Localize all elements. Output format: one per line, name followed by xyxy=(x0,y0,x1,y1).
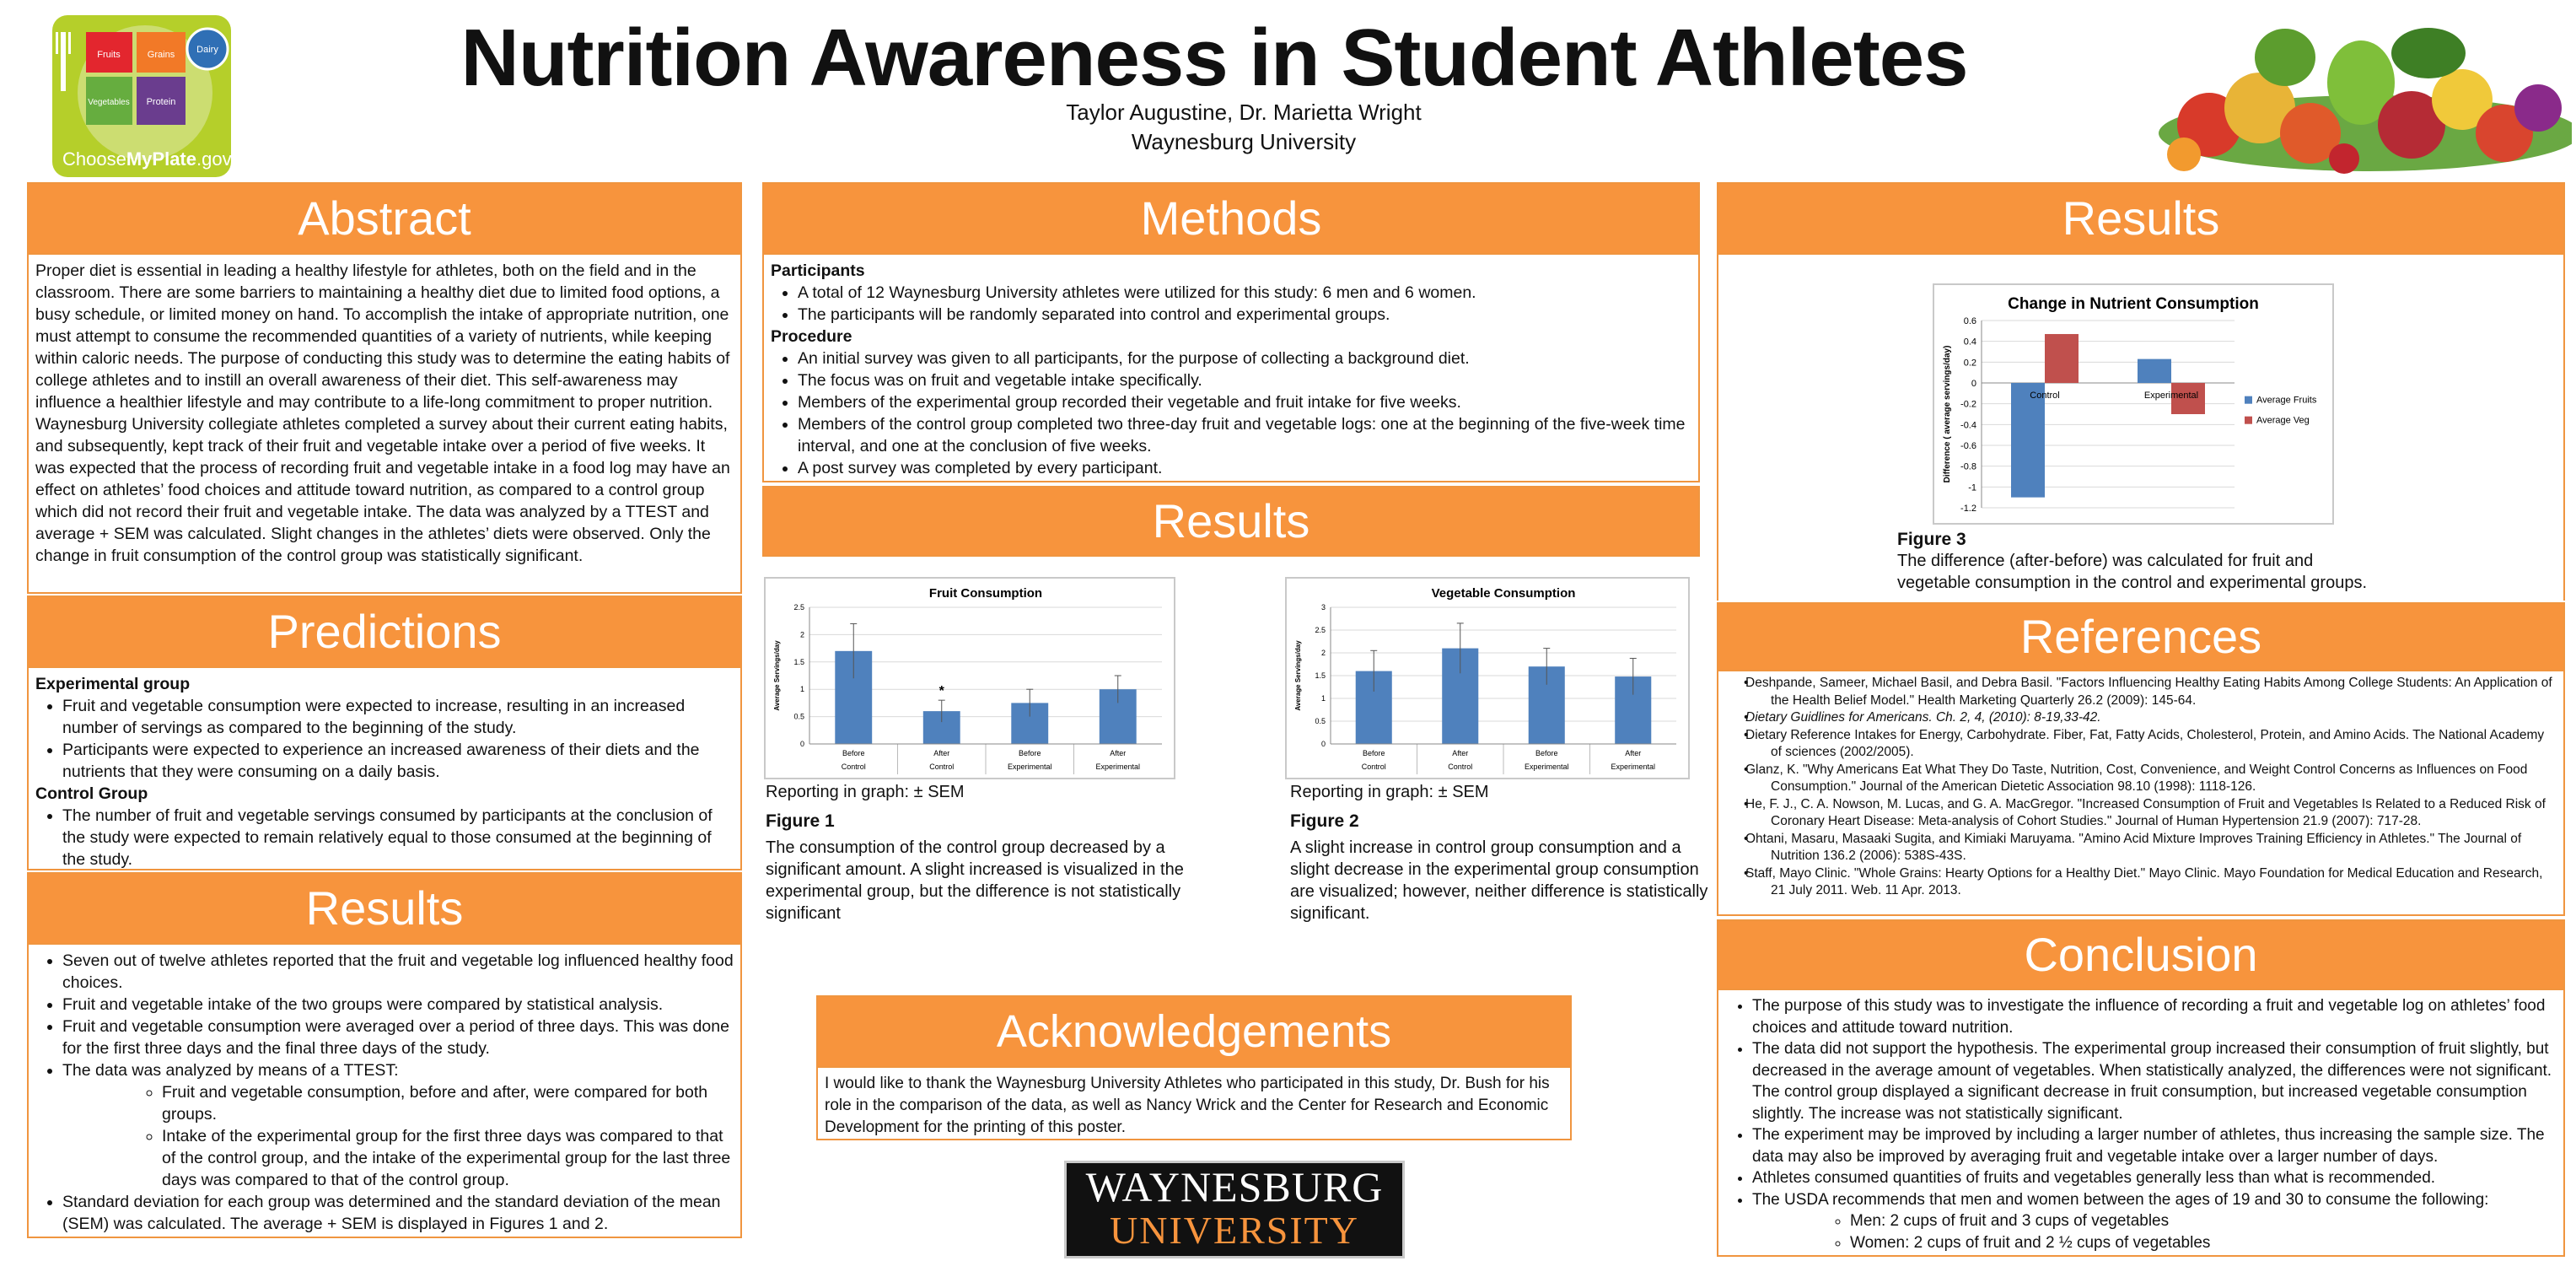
list-item: • Participants were expected to experience an increased awareness of their diets and the nutrients that they were consuming on a daily basis. xyxy=(62,739,734,783)
x-tick-label: Control xyxy=(2030,391,2060,401)
list-item: • Fruit and vegetable consumption were expected to increase, resulting in an increased number of servings as compared to the beginning of the study. xyxy=(62,695,734,739)
x-tick-group-label: Control xyxy=(841,763,866,771)
list-item: ◦ Men: 2 cups of fruit and 3 cups of vegetables xyxy=(1850,1210,2557,1232)
experimental-predictions-list xyxy=(35,695,734,783)
list-item: ◦ Women: 2 cups of fruit and 2 ½ cups of vegetables xyxy=(1850,1232,2557,1254)
logo-line2: UNIVERSITY xyxy=(1110,1209,1359,1252)
y-axis-label: Difference ( average servings/day) xyxy=(1943,345,1952,483)
references-panel xyxy=(1717,602,2565,916)
list-item: • Members of the experimental group recorded their vegetable and fruit intake for five weeks. xyxy=(798,391,1691,413)
conclusion-panel xyxy=(1717,919,2565,1257)
acknowledgements-text: I would like to thank the Waynesburg University Athletes who participated in this study, Dr. Bush for his role in the comparison of the data, as well as Nancy Wrick and the Center for Research and Economic Development for the printing of this poster. xyxy=(825,1075,1550,1136)
list-item: • The data was analyzed by means of a TTEST: xyxy=(62,1059,734,1081)
abstract-text: Proper diet is essential in leading a healthy lifestyle for athletes, both on the field and in the classroom. There are some barriers to maintaining a healthy diet due to limited food options, a busy schedule, or limited money on hand. To accomplish the intake of appropriate nutrition, one must attempt to consume the recommended quantities of a variety of nutrients, while keeping within caloric needs. The purpose of conducting this study was to determine the eating habits of college athletes and to instill an overall awareness of their diet. This self-awareness may influence a healthier lifestyle and may contribute to a life-long commitment to proper nutrition. Waynesburg University collegiate athletes completed a survey about their current eating habits, and subsequently, kept track of their fruit and vegetable intake over a period of five weeks. It was expected that the process of recording fruit and vegetable intake in a food log may have an effect on athletes’ food choices and attitude toward nutrition, as compared to a control group which did not record their fruit and vegetable intake. The data was analyzed by a TTEST and average + SEM was calculated. Slight changes in the athletes’ diets were observed. Only the change in fruit consumption of the control group was statistically significant. xyxy=(35,261,730,565)
procedure-label: Procedure xyxy=(771,327,852,346)
procedure-list xyxy=(771,348,1691,479)
myplate-protein: Protein xyxy=(146,97,176,107)
list-item: • A post survey was completed by every participant. xyxy=(798,457,1691,479)
myplate-brand-c: .gov xyxy=(196,148,231,170)
abstract-heading: Abstract xyxy=(29,184,740,255)
x-tick-group-label: Experimental xyxy=(1095,763,1141,771)
references-heading: References xyxy=(1718,604,2563,671)
x-tick-label: Experimental xyxy=(2143,391,2199,401)
fig1-caption: The consumption of the control group decreased by a significant amount. A slight increased is visualized in the experimental group, but the difference is not statistically significant xyxy=(766,838,1184,923)
fig2-label: Figure 2 xyxy=(1290,811,1359,831)
myplate-icon xyxy=(52,15,231,177)
bar xyxy=(2045,334,2079,383)
x-tick-group-label: Experimental xyxy=(1524,763,1569,771)
list-item: ◦ Intake of the experimental group for the first three days was compared to that of the control group, and the intake of the experimental group for the last three days was compared to that of the control group. xyxy=(162,1125,734,1191)
list-item: • He, F. J., C. A. Nowson, M. Lucas, and G. A. MacGregor. "Increased Consumption of Fruit and Vegetables Is Related to a Reduced Risk of Coronary Heart Disease: Meta-analysis of Cohort Studies." Journal of Human Hypertension 21.9 (2007): 717-28. xyxy=(1745,796,2557,831)
produce-icon xyxy=(2133,7,2572,175)
y-tick-label: 2.5 xyxy=(793,603,804,612)
x-tick-label: After xyxy=(1625,749,1642,757)
chart-title: Fruit Consumption xyxy=(928,586,1043,601)
legend-swatch xyxy=(2245,396,2252,404)
myplate-brand-a: Choose xyxy=(62,148,126,170)
x-tick-label: Before xyxy=(1535,749,1558,757)
participants-list xyxy=(771,282,1691,326)
references-list xyxy=(1725,675,2557,900)
results-right-heading: Results xyxy=(2062,191,2220,245)
list-item: • The number of fruit and vegetable servings consumed by participants at the conclusion of the study were expected to remain relatively equal to those consumed at the beginning of the study. xyxy=(62,805,734,870)
list-item: • A total of 12 Waynesburg University athletes were utilized for this study: 6 men and 6 women. xyxy=(798,282,1691,304)
legend-swatch xyxy=(2245,417,2252,424)
x-tick-group-label: Experimental xyxy=(1611,763,1656,771)
bar xyxy=(2138,359,2171,383)
results-left-panel xyxy=(27,872,742,1238)
x-tick-label: Before xyxy=(842,749,865,757)
fig1-label: Figure 1 xyxy=(766,811,835,831)
results-left-heading: Results xyxy=(29,874,740,945)
y-tick-label: -0.8 xyxy=(1960,461,1976,472)
experimental-group-label: Experimental group xyxy=(35,675,191,693)
list-item: • Staff, Mayo Clinic. "Whole Grains: Hearty Options for a Healthy Diet." Mayo Clinic. Mayo Foundation for Medical Education and Research, 21 July 2011. Web. 11 Apr. 2013. xyxy=(1745,865,2557,900)
control-group-label: Control Group xyxy=(35,784,148,803)
x-tick-group-label: Control xyxy=(1361,763,1386,771)
list-item: • Fruit and vegetable consumption were averaged over a period of three days. This was done for the first three days and the final three days of the study. xyxy=(62,1016,734,1059)
predictions-heading: Predictions xyxy=(29,597,740,668)
y-tick-label: 1.5 xyxy=(793,657,804,666)
list-item: • The data did not support the hypothesis. The experimental group increased their consumption of fruit slightly, but decreased in the average amount of vegetables. When statistically analyzed, the differences were not significant. The control group displayed a significant decrease in fruit consumption, but increased vegetable consumption slightly. The increase was not statistically significant. xyxy=(1752,1038,2557,1124)
significance-marker: * xyxy=(938,684,944,699)
y-tick-label: -0.4 xyxy=(1960,420,1976,431)
methods-heading: Methods xyxy=(764,184,1698,255)
y-tick-label: 0 xyxy=(1320,740,1326,748)
change-chart xyxy=(1933,283,2334,525)
list-item: • The purpose of this study was to investigate the influence of recording a fruit and vegetable log on athletes’ food choices and attitude toward nutrition. xyxy=(1752,995,2557,1038)
y-tick-label: 0.5 xyxy=(1315,717,1326,725)
myplate-brand-b: MyPlate xyxy=(126,148,196,170)
y-axis-label: Average Servings/day xyxy=(1294,640,1302,711)
y-tick-label: 0 xyxy=(1971,379,1976,389)
authors: Taylor Augustine, Dr. Marietta Wright xyxy=(1066,100,1422,125)
acknowledgements-panel xyxy=(816,995,1572,1140)
results-list xyxy=(35,950,734,1081)
x-tick-label: After xyxy=(933,749,950,757)
myplate-vegetables: Vegetables xyxy=(88,98,130,107)
myplate-grains: Grains xyxy=(147,50,175,60)
x-tick-group-label: Experimental xyxy=(1007,763,1052,771)
x-tick-group-label: Control xyxy=(1448,763,1473,771)
myplate-dairy: Dairy xyxy=(196,45,218,55)
control-predictions-list xyxy=(35,805,734,870)
logo-line1: WAYNESBURG xyxy=(1085,1163,1384,1210)
x-tick-label: Before xyxy=(1018,749,1041,757)
legend-label: Average Veg xyxy=(2256,415,2310,426)
list-item: ◦ Fruit and vegetable consumption, before and after, were compared for both groups. xyxy=(162,1081,734,1125)
y-tick-label: 0.6 xyxy=(1963,316,1976,326)
y-tick-label: 2.5 xyxy=(1315,626,1326,634)
fig2-caption: A slight increase in control group consumption and a slight decrease in the experimental group consumption are visualized; however, neither difference is statistically significant. xyxy=(1290,838,1708,923)
list-item: • An initial survey was given to all participants, for the purpose of collecting a background diet. xyxy=(798,348,1691,369)
y-tick-label: 0.4 xyxy=(1963,337,1976,348)
list-item: • Athletes consumed quantities of fruits and vegetables generally less than what is recommended. xyxy=(1752,1167,2557,1189)
conclusion-list xyxy=(1725,995,2557,1210)
myplate-fruits: Fruits xyxy=(97,50,121,60)
chart-title: Vegetable Consumption xyxy=(1431,586,1576,601)
y-tick-label: -0.2 xyxy=(1960,399,1976,410)
list-item: • The experiment may be improved by including a larger number of athletes, thus increasing the sample size. The data may also be improved by averaging fruit and vegetable intake over a larger number of days. xyxy=(1752,1124,2557,1167)
legend-label: Average Fruits xyxy=(2256,395,2317,406)
conclusion-heading: Conclusion xyxy=(1718,921,2563,990)
vegetable-chart xyxy=(1285,577,1690,779)
y-tick-label: 2 xyxy=(1320,649,1326,657)
x-tick-label: Before xyxy=(1362,749,1385,757)
predictions-panel xyxy=(27,595,742,870)
list-item: • Seven out of twelve athletes reported that the fruit and vegetable log influenced healthy food choices. xyxy=(62,950,734,994)
y-tick-label: 0 xyxy=(799,740,804,748)
participants-label: Participants xyxy=(771,261,865,280)
myplate-logo xyxy=(52,15,231,177)
author-block xyxy=(759,98,1729,157)
vegetables-image xyxy=(2133,7,2572,175)
fruit-chart-svg xyxy=(766,579,1174,778)
institution: Waynesburg University xyxy=(1131,129,1357,154)
list-item: • Glanz, K. "Why Americans Eat What They Do Taste, Nutrition, Cost, Convenience, and Weight Control Concerns as Influences on Food Consumption." Journal of the American Dietetic Association 98.10 (1998): 1118-126. xyxy=(1745,762,2557,796)
list-item: • Deshpande, Sameer, Michael Basil, and Debra Basil. "Factors Influencing Healthy Eating Habits Among College Students: An Application of the Health Belief Model." Health Marketing Quarterly 26.2 (2009): 145-64. xyxy=(1745,675,2557,709)
results-mid-heading-bar xyxy=(762,486,1700,557)
y-axis-label: Average Servings/day xyxy=(773,640,781,711)
waynesburg-logo xyxy=(1064,1161,1405,1258)
y-tick-label: 0.2 xyxy=(1963,358,1976,369)
fig2-reporting: Reporting in graph: ± SEM xyxy=(1290,783,1489,801)
fig3-label: Figure 3 xyxy=(1897,530,1966,549)
list-item: • Fruit and vegetable intake of the two groups were compared by statistical analysis. xyxy=(62,994,734,1016)
methods-panel xyxy=(762,182,1700,482)
list-item: • Dietary Guidlines for Americans. Ch. 2, 4, (2010): 8-19,33-42. xyxy=(1745,709,2557,727)
usda-sub-list xyxy=(1725,1210,2557,1253)
chart-title: Change in Nutrient Consumption xyxy=(2008,295,2259,313)
y-tick-label: 3 xyxy=(1320,603,1326,612)
list-item: • Dietary Reference Intakes for Energy, Carbohydrate. Fiber, Fat, Fatty Acids, Cholesterol, Protein, and Amino Acids. The National Academy of sciences (2002/2005). xyxy=(1745,727,2557,762)
list-item: • Standard deviation for each group was determined and the standard deviation of the mean (SEM) was calculated. The average + SEM is displayed in Figures 1 and 2. xyxy=(62,1191,734,1235)
svg-text:ChooseMyPlate.gov xyxy=(62,148,231,170)
x-tick-label: After xyxy=(1110,749,1127,757)
y-tick-label: 1 xyxy=(799,685,804,694)
abstract-panel xyxy=(27,182,742,594)
vegetable-chart-svg xyxy=(1287,579,1688,778)
y-tick-label: 1 xyxy=(1320,694,1326,703)
fruit-chart xyxy=(764,577,1175,779)
fig3-caption: The difference (after-before) was calculated for fruit and vegetable consumption in the control and experimental groups. xyxy=(1897,552,2368,592)
poster-title: Nutrition Awareness in Student Athletes xyxy=(460,13,1968,103)
results-list-end xyxy=(35,1191,734,1235)
list-item: • Members of the control group completed two three-day fruit and vegetable logs: one at the beginning of the five-week time interval, and one at the conclusion of five weeks. xyxy=(798,413,1691,457)
change-chart-svg xyxy=(1934,285,2332,523)
y-tick-label: 1.5 xyxy=(1315,671,1326,680)
results-mid-heading: Results xyxy=(1152,494,1310,547)
results-right-heading-bar xyxy=(1717,182,2565,255)
list-item: • The participants will be randomly separated into control and experimental groups. xyxy=(798,304,1691,326)
ttest-sub-list xyxy=(35,1081,734,1191)
y-tick-label: -1.2 xyxy=(1960,504,1976,514)
acknowledgements-heading: Acknowledgements xyxy=(818,997,1570,1068)
fig1-reporting: Reporting in graph: ± SEM xyxy=(766,783,965,801)
list-item: • The USDA recommends that men and women between the ages of 19 and 30 to consume the following: xyxy=(1752,1189,2557,1211)
y-tick-label: -0.6 xyxy=(1960,441,1976,451)
list-item: • The focus was on fruit and vegetable intake specifically. xyxy=(798,369,1691,391)
y-tick-label: 0.5 xyxy=(793,712,804,721)
x-tick-group-label: Control xyxy=(929,763,955,771)
y-tick-label: -1 xyxy=(1968,482,1976,493)
list-item: • Ohtani, Masaru, Masaaki Sugita, and Kimiaki Maruyama. "Amino Acid Mixture Improves Training Efficiency in Athletes." The Journal of Nutrition 136.2 (2006): 538S-43S. xyxy=(1745,831,2557,865)
x-tick-label: After xyxy=(1452,749,1469,757)
y-tick-label: 2 xyxy=(799,630,804,639)
